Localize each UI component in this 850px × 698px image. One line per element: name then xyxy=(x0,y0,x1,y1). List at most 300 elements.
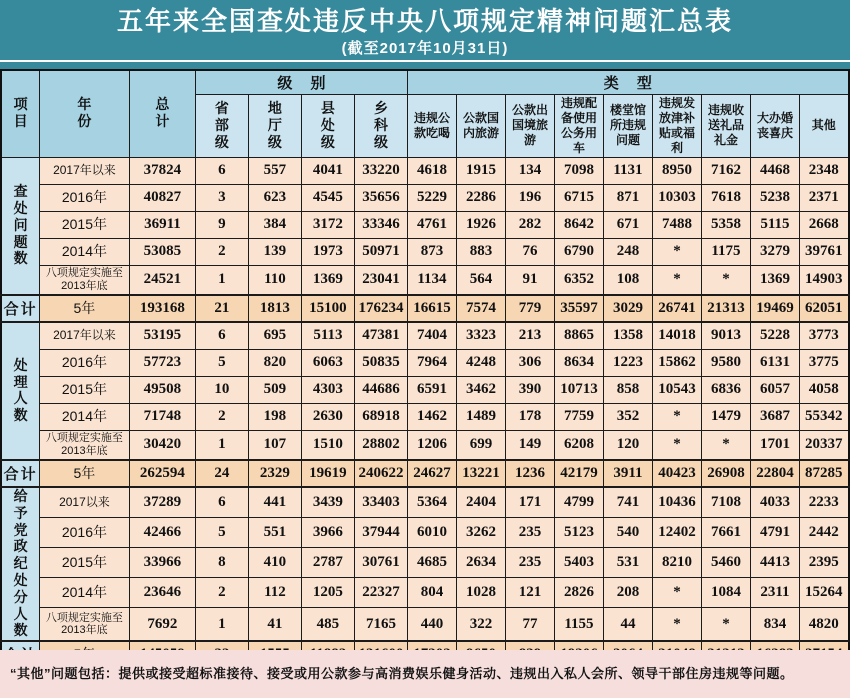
value-cell: 3172 xyxy=(301,211,354,238)
value-cell: 485 xyxy=(301,608,354,642)
value-cell: 68918 xyxy=(354,403,407,430)
value-cell: 12402 xyxy=(652,517,701,547)
value-cell: 10436 xyxy=(652,487,701,517)
header-item-text: 项目 xyxy=(13,96,28,130)
value-cell: 1 xyxy=(195,430,248,460)
value-cell: 4248 xyxy=(456,349,505,376)
value-cell: 2826 xyxy=(554,578,603,608)
value-cell: 2634 xyxy=(456,547,505,577)
value-cell: 4820 xyxy=(799,608,848,642)
total-value-cell: 176234 xyxy=(354,295,407,322)
value-cell: 1223 xyxy=(603,349,652,376)
value-cell: * xyxy=(701,430,750,460)
header-level-col xyxy=(354,94,407,157)
header-type-col: 违规收送礼品礼金 xyxy=(701,94,750,157)
value-cell: 10303 xyxy=(652,184,701,211)
value-cell: 2442 xyxy=(799,517,848,547)
value-cell: 7098 xyxy=(554,157,603,184)
value-cell: 5238 xyxy=(750,184,799,211)
value-cell: 50835 xyxy=(354,349,407,376)
value-cell: 5 xyxy=(195,349,248,376)
value-cell: 1175 xyxy=(701,238,750,265)
value-cell: 77 xyxy=(505,608,554,642)
value-cell: 6790 xyxy=(554,238,603,265)
value-cell: 235 xyxy=(505,547,554,577)
value-cell: 1131 xyxy=(603,157,652,184)
value-cell: 7108 xyxy=(701,487,750,517)
value-cell: 6010 xyxy=(407,517,456,547)
table-row xyxy=(1,265,848,295)
total-value-cell: 62051 xyxy=(799,295,848,322)
header-level-col xyxy=(301,94,354,157)
value-cell: * xyxy=(701,265,750,295)
value-cell: 5403 xyxy=(554,547,603,577)
value-cell: 6352 xyxy=(554,265,603,295)
value-cell: 352 xyxy=(603,403,652,430)
value-cell: 3279 xyxy=(750,238,799,265)
header-level-text: 乡科级 xyxy=(373,100,388,150)
value-cell: 7488 xyxy=(652,211,701,238)
value-cell: 44686 xyxy=(354,376,407,403)
value-cell: 1369 xyxy=(301,265,354,295)
value-cell: 4791 xyxy=(750,517,799,547)
value-cell: 8950 xyxy=(652,157,701,184)
section-total-row xyxy=(1,460,848,487)
value-cell: 121 xyxy=(505,578,554,608)
value-cell: 15862 xyxy=(652,349,701,376)
value-cell: 110 xyxy=(248,265,301,295)
value-cell: 1358 xyxy=(603,322,652,349)
value-cell: 8 xyxy=(195,547,248,577)
section-label xyxy=(1,487,39,641)
value-cell: 5113 xyxy=(301,322,354,349)
value-cell: 235 xyxy=(505,517,554,547)
value-cell: 2286 xyxy=(456,184,505,211)
value-cell: * xyxy=(652,578,701,608)
total-value-cell: 1236 xyxy=(505,460,554,487)
value-cell: 8210 xyxy=(652,547,701,577)
total-value-cell: 240622 xyxy=(354,460,407,487)
row-year-label: 八项规定实施至2013年底 xyxy=(39,265,129,295)
value-cell: 1926 xyxy=(456,211,505,238)
value-cell: 6131 xyxy=(750,349,799,376)
summary-table xyxy=(0,69,849,669)
value-cell: 44 xyxy=(603,608,652,642)
total-value-cell: 22804 xyxy=(750,460,799,487)
value-cell: 4413 xyxy=(750,547,799,577)
value-cell: 6715 xyxy=(554,184,603,211)
value-cell: 6 xyxy=(195,322,248,349)
value-cell: 564 xyxy=(456,265,505,295)
header-level-text: 省部级 xyxy=(214,100,229,150)
total-value-cell: 40423 xyxy=(652,460,701,487)
value-cell: 1205 xyxy=(301,578,354,608)
value-cell: 7759 xyxy=(554,403,603,430)
value-cell: 8634 xyxy=(554,349,603,376)
row-year-label: 2016年 xyxy=(39,517,129,547)
page-title: 五年来全国查处违反中央八项规定精神问题汇总表 xyxy=(116,6,733,36)
table-row xyxy=(1,349,848,376)
header-type-col: 其他 xyxy=(799,94,848,157)
value-cell: 871 xyxy=(603,184,652,211)
value-cell: 112 xyxy=(248,578,301,608)
value-cell: 14018 xyxy=(652,322,701,349)
value-cell: 873 xyxy=(407,238,456,265)
value-cell: 2 xyxy=(195,403,248,430)
value-cell: 91 xyxy=(505,265,554,295)
value-cell: 1479 xyxy=(701,403,750,430)
value-cell: * xyxy=(652,238,701,265)
value-cell: 49508 xyxy=(129,376,195,403)
table-row xyxy=(1,184,848,211)
value-cell: 699 xyxy=(456,430,505,460)
value-cell: 834 xyxy=(750,608,799,642)
total-value-cell: 87285 xyxy=(799,460,848,487)
value-cell: 33966 xyxy=(129,547,195,577)
section-label-text: 查处问题数 xyxy=(13,183,28,267)
value-cell: 671 xyxy=(603,211,652,238)
total-value-cell: 19619 xyxy=(301,460,354,487)
total-value-cell: 26741 xyxy=(652,295,701,322)
value-cell: 2404 xyxy=(456,487,505,517)
value-cell: 33220 xyxy=(354,157,407,184)
value-cell: 4033 xyxy=(750,487,799,517)
value-cell: 384 xyxy=(248,211,301,238)
value-cell: 14903 xyxy=(799,265,848,295)
value-cell: 1701 xyxy=(750,430,799,460)
value-cell: 2 xyxy=(195,238,248,265)
header-total xyxy=(129,70,195,157)
value-cell: 1489 xyxy=(456,403,505,430)
value-cell: 5115 xyxy=(750,211,799,238)
value-cell: 2 xyxy=(195,578,248,608)
value-cell: 3966 xyxy=(301,517,354,547)
value-cell: 7661 xyxy=(701,517,750,547)
section-label xyxy=(1,322,39,460)
table-row xyxy=(1,487,848,517)
value-cell: 10543 xyxy=(652,376,701,403)
value-cell: 37824 xyxy=(129,157,195,184)
header-item xyxy=(1,70,39,157)
value-cell: 6057 xyxy=(750,376,799,403)
value-cell: 5123 xyxy=(554,517,603,547)
value-cell: 1028 xyxy=(456,578,505,608)
total-value-cell: 7574 xyxy=(456,295,505,322)
value-cell: 107 xyxy=(248,430,301,460)
value-cell: 858 xyxy=(603,376,652,403)
total-value-cell: 35597 xyxy=(554,295,603,322)
value-cell: 10713 xyxy=(554,376,603,403)
value-cell: 134 xyxy=(505,157,554,184)
value-cell: 171 xyxy=(505,487,554,517)
value-cell: 1369 xyxy=(750,265,799,295)
value-cell: 248 xyxy=(603,238,652,265)
total-value-cell: 3029 xyxy=(603,295,652,322)
value-cell: 208 xyxy=(603,578,652,608)
value-cell: * xyxy=(652,265,701,295)
value-cell: * xyxy=(652,403,701,430)
row-year-label: 2015年 xyxy=(39,376,129,403)
value-cell: 20337 xyxy=(799,430,848,460)
value-cell: 741 xyxy=(603,487,652,517)
row-year-label: 2017年以来 xyxy=(39,322,129,349)
value-cell: 30420 xyxy=(129,430,195,460)
row-year-label: 八项规定实施至2013年底 xyxy=(39,608,129,642)
total-value-cell: 24 xyxy=(195,460,248,487)
value-cell: 7162 xyxy=(701,157,750,184)
value-cell: 1134 xyxy=(407,265,456,295)
value-cell: 7692 xyxy=(129,608,195,642)
value-cell: 36911 xyxy=(129,211,195,238)
value-cell: 108 xyxy=(603,265,652,295)
value-cell: 30761 xyxy=(354,547,407,577)
value-cell: 178 xyxy=(505,403,554,430)
value-cell: 2630 xyxy=(301,403,354,430)
value-cell: 5 xyxy=(195,517,248,547)
total-value-cell: 13221 xyxy=(456,460,505,487)
value-cell: 2233 xyxy=(799,487,848,517)
value-cell: 804 xyxy=(407,578,456,608)
value-cell: 2371 xyxy=(799,184,848,211)
value-cell: 139 xyxy=(248,238,301,265)
value-cell: 37289 xyxy=(129,487,195,517)
value-cell: 149 xyxy=(505,430,554,460)
value-cell: 7618 xyxy=(701,184,750,211)
value-cell: 53085 xyxy=(129,238,195,265)
total-value-cell: 779 xyxy=(505,295,554,322)
total-label: 合计 xyxy=(1,295,39,322)
value-cell: 4041 xyxy=(301,157,354,184)
value-cell: 1155 xyxy=(554,608,603,642)
row-year-label: 2015年 xyxy=(39,211,129,238)
section-total-row xyxy=(1,295,848,322)
value-cell: 76 xyxy=(505,238,554,265)
table-row xyxy=(1,547,848,577)
value-cell: 4303 xyxy=(301,376,354,403)
header-type-col: 公款国内旅游 xyxy=(456,94,505,157)
value-cell: 41 xyxy=(248,608,301,642)
value-cell: 4685 xyxy=(407,547,456,577)
table-row xyxy=(1,322,848,349)
value-cell: 540 xyxy=(603,517,652,547)
value-cell: 441 xyxy=(248,487,301,517)
value-cell: 6208 xyxy=(554,430,603,460)
value-cell: 1510 xyxy=(301,430,354,460)
row-year-label: 2016年 xyxy=(39,349,129,376)
header-year xyxy=(39,70,129,157)
total-value-cell: 19469 xyxy=(750,295,799,322)
value-cell: 2311 xyxy=(750,578,799,608)
value-cell: * xyxy=(652,608,701,642)
value-cell: 6591 xyxy=(407,376,456,403)
value-cell: 322 xyxy=(456,608,505,642)
value-cell: 33403 xyxy=(354,487,407,517)
header-type-col: 楼堂馆所违规问题 xyxy=(603,94,652,157)
value-cell: 1084 xyxy=(701,578,750,608)
section-label-text: 给予党政纪处分人数 xyxy=(13,488,28,639)
value-cell: 57723 xyxy=(129,349,195,376)
total-value-cell: 24627 xyxy=(407,460,456,487)
value-cell: 6063 xyxy=(301,349,354,376)
table-row xyxy=(1,376,848,403)
value-cell: 198 xyxy=(248,403,301,430)
row-year-label: 2016年 xyxy=(39,184,129,211)
value-cell: 6836 xyxy=(701,376,750,403)
total-year-label: 5年 xyxy=(39,460,129,487)
value-cell: 4618 xyxy=(407,157,456,184)
table-row xyxy=(1,238,848,265)
total-value-cell: 16615 xyxy=(407,295,456,322)
value-cell: 883 xyxy=(456,238,505,265)
value-cell: 42466 xyxy=(129,517,195,547)
total-value-cell: 3911 xyxy=(603,460,652,487)
value-cell: 1915 xyxy=(456,157,505,184)
table-row xyxy=(1,157,848,184)
header-level-col xyxy=(248,94,301,157)
value-cell: 3439 xyxy=(301,487,354,517)
header-year-text: 年份 xyxy=(77,96,92,130)
total-value-cell: 2329 xyxy=(248,460,301,487)
total-label: 合计 xyxy=(1,460,39,487)
value-cell: 9580 xyxy=(701,349,750,376)
value-cell: 1206 xyxy=(407,430,456,460)
value-cell: 23646 xyxy=(129,578,195,608)
page-subtitle: (截至2017年10月31日) xyxy=(341,39,509,57)
value-cell: 3687 xyxy=(750,403,799,430)
value-cell: 3773 xyxy=(799,322,848,349)
value-cell: 3323 xyxy=(456,322,505,349)
section-label xyxy=(1,157,39,295)
value-cell: 282 xyxy=(505,211,554,238)
value-cell: 10 xyxy=(195,376,248,403)
value-cell: 1973 xyxy=(301,238,354,265)
value-cell: 8642 xyxy=(554,211,603,238)
total-value-cell: 21 xyxy=(195,295,248,322)
table-row xyxy=(1,403,848,430)
value-cell: * xyxy=(652,430,701,460)
table-row xyxy=(1,578,848,608)
value-cell: 4761 xyxy=(407,211,456,238)
value-cell: 2787 xyxy=(301,547,354,577)
value-cell: 5358 xyxy=(701,211,750,238)
total-value-cell: 21313 xyxy=(701,295,750,322)
value-cell: 2395 xyxy=(799,547,848,577)
value-cell: 3775 xyxy=(799,349,848,376)
value-cell: 695 xyxy=(248,322,301,349)
value-cell: 3262 xyxy=(456,517,505,547)
header-type-col: 大办婚丧喜庆 xyxy=(750,94,799,157)
total-value-cell: 26908 xyxy=(701,460,750,487)
value-cell: 5229 xyxy=(407,184,456,211)
value-cell: 7404 xyxy=(407,322,456,349)
value-cell: 3 xyxy=(195,184,248,211)
value-cell: 55342 xyxy=(799,403,848,430)
section-label-text: 处理人数 xyxy=(13,356,28,424)
header-total-text: 总计 xyxy=(155,96,170,130)
value-cell: 5364 xyxy=(407,487,456,517)
total-value-cell: 193168 xyxy=(129,295,195,322)
value-cell: 551 xyxy=(248,517,301,547)
value-cell: * xyxy=(701,608,750,642)
header-type-col: 违规发放津补贴或福利 xyxy=(652,94,701,157)
value-cell: 1 xyxy=(195,265,248,295)
value-cell: 7964 xyxy=(407,349,456,376)
value-cell: 531 xyxy=(603,547,652,577)
value-cell: 2668 xyxy=(799,211,848,238)
value-cell: 5460 xyxy=(701,547,750,577)
header-type-col: 违规公款吃喝 xyxy=(407,94,456,157)
table-row xyxy=(1,211,848,238)
value-cell: 50971 xyxy=(354,238,407,265)
row-year-label: 2014年 xyxy=(39,403,129,430)
value-cell: 22327 xyxy=(354,578,407,608)
title-block xyxy=(0,0,850,62)
value-cell: 39761 xyxy=(799,238,848,265)
header-type-group: 类 型 xyxy=(407,70,848,94)
header-level-col xyxy=(195,94,248,157)
footnote-block xyxy=(0,650,850,698)
value-cell: 9013 xyxy=(701,322,750,349)
value-cell: 7165 xyxy=(354,608,407,642)
table-row xyxy=(1,430,848,460)
total-year-label: 5年 xyxy=(39,295,129,322)
value-cell: 196 xyxy=(505,184,554,211)
row-year-label: 2014年 xyxy=(39,238,129,265)
value-cell: 4545 xyxy=(301,184,354,211)
value-cell: 4468 xyxy=(750,157,799,184)
value-cell: 623 xyxy=(248,184,301,211)
value-cell: 28802 xyxy=(354,430,407,460)
value-cell: 37944 xyxy=(354,517,407,547)
header-type-col: 公款出国境旅游 xyxy=(505,94,554,157)
value-cell: 47381 xyxy=(354,322,407,349)
value-cell: 23041 xyxy=(354,265,407,295)
value-cell: 2348 xyxy=(799,157,848,184)
value-cell: 820 xyxy=(248,349,301,376)
value-cell: 33346 xyxy=(354,211,407,238)
header-type-col: 违规配备使用公务用车 xyxy=(554,94,603,157)
value-cell: 306 xyxy=(505,349,554,376)
total-value-cell: 42179 xyxy=(554,460,603,487)
value-cell: 9 xyxy=(195,211,248,238)
header-level-group: 级 别 xyxy=(195,70,407,94)
total-value-cell: 262594 xyxy=(129,460,195,487)
value-cell: 71748 xyxy=(129,403,195,430)
value-cell: 24521 xyxy=(129,265,195,295)
row-year-label: 2017以来 xyxy=(39,487,129,517)
value-cell: 6 xyxy=(195,487,248,517)
total-value-cell: 15100 xyxy=(301,295,354,322)
value-cell: 53195 xyxy=(129,322,195,349)
header-group-row xyxy=(1,70,848,94)
header-level-text: 地厅级 xyxy=(267,100,282,150)
row-year-label: 2014年 xyxy=(39,578,129,608)
footnote-text: “其他”问题包括：提供或接受超标准接待、接受或用公款参与高消费娱乐健身活动、违规出入私人会所、领导干部住房违规等问题。 xyxy=(10,666,794,681)
value-cell: 440 xyxy=(407,608,456,642)
value-cell: 120 xyxy=(603,430,652,460)
table-row xyxy=(1,608,848,642)
value-cell: 509 xyxy=(248,376,301,403)
header-level-text: 县处级 xyxy=(320,100,335,150)
row-year-label: 2015年 xyxy=(39,547,129,577)
value-cell: 5228 xyxy=(750,322,799,349)
value-cell: 40827 xyxy=(129,184,195,211)
value-cell: 557 xyxy=(248,157,301,184)
value-cell: 4058 xyxy=(799,376,848,403)
value-cell: 213 xyxy=(505,322,554,349)
value-cell: 1462 xyxy=(407,403,456,430)
value-cell: 6 xyxy=(195,157,248,184)
